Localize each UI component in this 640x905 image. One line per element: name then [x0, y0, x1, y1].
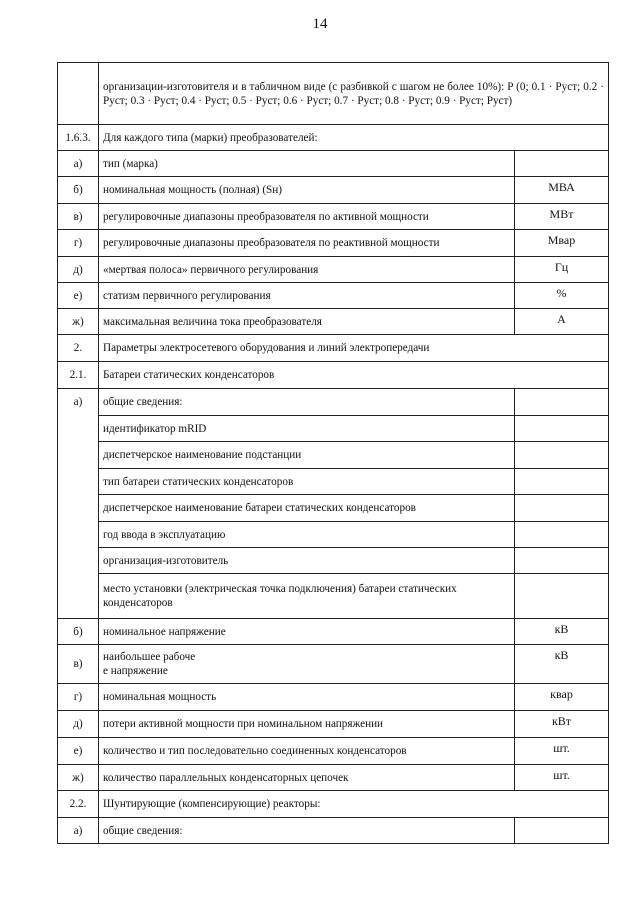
table-row	[58, 283, 609, 309]
row-number: а)	[58, 151, 99, 177]
row-unit	[515, 818, 609, 844]
table-row	[58, 574, 609, 619]
row-number: г)	[58, 230, 99, 257]
row-description: номинальная мощность	[99, 684, 515, 711]
row-description: диспетчерское наименование батареи статических конденсаторов	[99, 495, 515, 522]
row-description: наибольшее рабоче е напряжение	[99, 645, 515, 684]
row-description: организации-изготовителя и в табличном виде (с разбивкой с шагом не более 10%): P (0; 0.1 · Руст; 0.2 · Руст; 0.3 · Руст; 0.4 · Руст; 0.5 · Руст; 0.6 · Руст; 0.7 · Руст; 0.8 · Руст; 0.9 · Руст; Руст)	[99, 63, 609, 125]
row-description: идентификатор mRID	[99, 416, 515, 442]
row-description: максимальная величина тока преобразователя	[99, 309, 515, 335]
row-number	[58, 469, 99, 495]
table-row	[58, 335, 609, 362]
row-description: потери активной мощности при номинальном напряжении	[99, 711, 515, 738]
row-description: место установки (электрическая точка подключения) батареи статических конденсаторов	[99, 574, 515, 619]
row-number: д)	[58, 711, 99, 738]
row-number	[58, 495, 99, 522]
table-row	[58, 257, 609, 283]
row-description: количество и тип последовательно соединенных конденсаторов	[99, 738, 515, 765]
table-row	[58, 309, 609, 335]
row-number: б)	[58, 177, 99, 204]
row-unit: Мвар	[515, 230, 609, 257]
row-unit	[515, 495, 609, 522]
table-row	[58, 416, 609, 442]
row-unit: А	[515, 309, 609, 335]
table-row	[58, 151, 609, 177]
row-description: статизм первичного регулирования	[99, 283, 515, 309]
row-number	[58, 442, 99, 469]
row-description: «мертвая полоса» первичного регулирования	[99, 257, 515, 283]
row-unit: шт.	[515, 738, 609, 765]
row-number: 2.	[58, 335, 99, 362]
row-unit: Гц	[515, 257, 609, 283]
row-description: Для каждого типа (марки) преобразователей:	[99, 125, 609, 151]
row-unit: шт.	[515, 765, 609, 791]
parameters-table-body	[58, 63, 609, 844]
row-unit	[515, 151, 609, 177]
row-number: е)	[58, 738, 99, 765]
row-number: ж)	[58, 765, 99, 791]
table-row	[58, 230, 609, 257]
row-number: а)	[58, 818, 99, 844]
row-unit	[515, 522, 609, 548]
row-number: 1.6.3.	[58, 125, 99, 151]
row-description: тип (марка)	[99, 151, 515, 177]
row-description: тип батареи статических конденсаторов	[99, 469, 515, 495]
row-unit: кВ	[515, 619, 609, 645]
row-unit: кВ	[515, 645, 609, 684]
row-unit: кВт	[515, 711, 609, 738]
row-number: 2.2.	[58, 791, 99, 818]
row-number: в)	[58, 204, 99, 230]
table-row	[58, 495, 609, 522]
row-number: в)	[58, 645, 99, 684]
row-unit	[515, 442, 609, 469]
row-number: б)	[58, 619, 99, 645]
row-description: Шунтирующие (компенсирующие) реакторы:	[99, 791, 609, 818]
row-description: номинальная мощность (полная) (Sн)	[99, 177, 515, 204]
table-row	[58, 389, 609, 416]
table-row	[58, 619, 609, 645]
table-row	[58, 362, 609, 389]
table-row	[58, 548, 609, 574]
page-number: 14	[312, 16, 328, 32]
row-unit	[515, 548, 609, 574]
row-number	[58, 522, 99, 548]
table-row	[58, 645, 609, 684]
row-number: г)	[58, 684, 99, 711]
row-description: организация-изготовитель	[99, 548, 515, 574]
row-description: регулировочные диапазоны преобразователя по реактивной мощности	[99, 230, 515, 257]
table-row	[58, 791, 609, 818]
row-unit: квар	[515, 684, 609, 711]
row-unit: МВА	[515, 177, 609, 204]
row-description: год ввода в эксплуатацию	[99, 522, 515, 548]
row-description: общие сведения:	[99, 389, 515, 416]
row-number	[58, 574, 99, 619]
row-description: регулировочные диапазоны преобразователя по активной мощности	[99, 204, 515, 230]
row-number	[58, 548, 99, 574]
row-description: количество параллельных конденсаторных цепочек	[99, 765, 515, 791]
row-unit: %	[515, 283, 609, 309]
row-number: ж)	[58, 309, 99, 335]
row-unit	[515, 416, 609, 442]
table-row	[58, 177, 609, 204]
row-number: д)	[58, 257, 99, 283]
table-row	[58, 711, 609, 738]
row-number: а)	[58, 389, 99, 416]
row-description: общие сведения:	[99, 818, 515, 844]
row-unit	[515, 389, 609, 416]
row-description: Батареи статических конденсаторов	[99, 362, 609, 389]
row-description: диспетчерское наименование подстанции	[99, 442, 515, 469]
row-description: номинальное напряжение	[99, 619, 515, 645]
row-number	[58, 416, 99, 442]
row-description: Параметры электросетевого оборудования и линий электропередачи	[99, 335, 609, 362]
table-row	[58, 125, 609, 151]
row-number: е)	[58, 283, 99, 309]
table-row	[58, 765, 609, 791]
row-unit	[515, 574, 609, 619]
row-number: 2.1.	[58, 362, 99, 389]
table-row	[58, 738, 609, 765]
table-row	[58, 63, 609, 125]
table-row	[58, 818, 609, 844]
table-row	[58, 684, 609, 711]
row-number	[58, 63, 99, 125]
table-row	[58, 204, 609, 230]
table-row	[58, 442, 609, 469]
parameters-table	[57, 62, 609, 844]
row-unit: МВт	[515, 204, 609, 230]
table-row	[58, 522, 609, 548]
table-row	[58, 469, 609, 495]
row-unit	[515, 469, 609, 495]
